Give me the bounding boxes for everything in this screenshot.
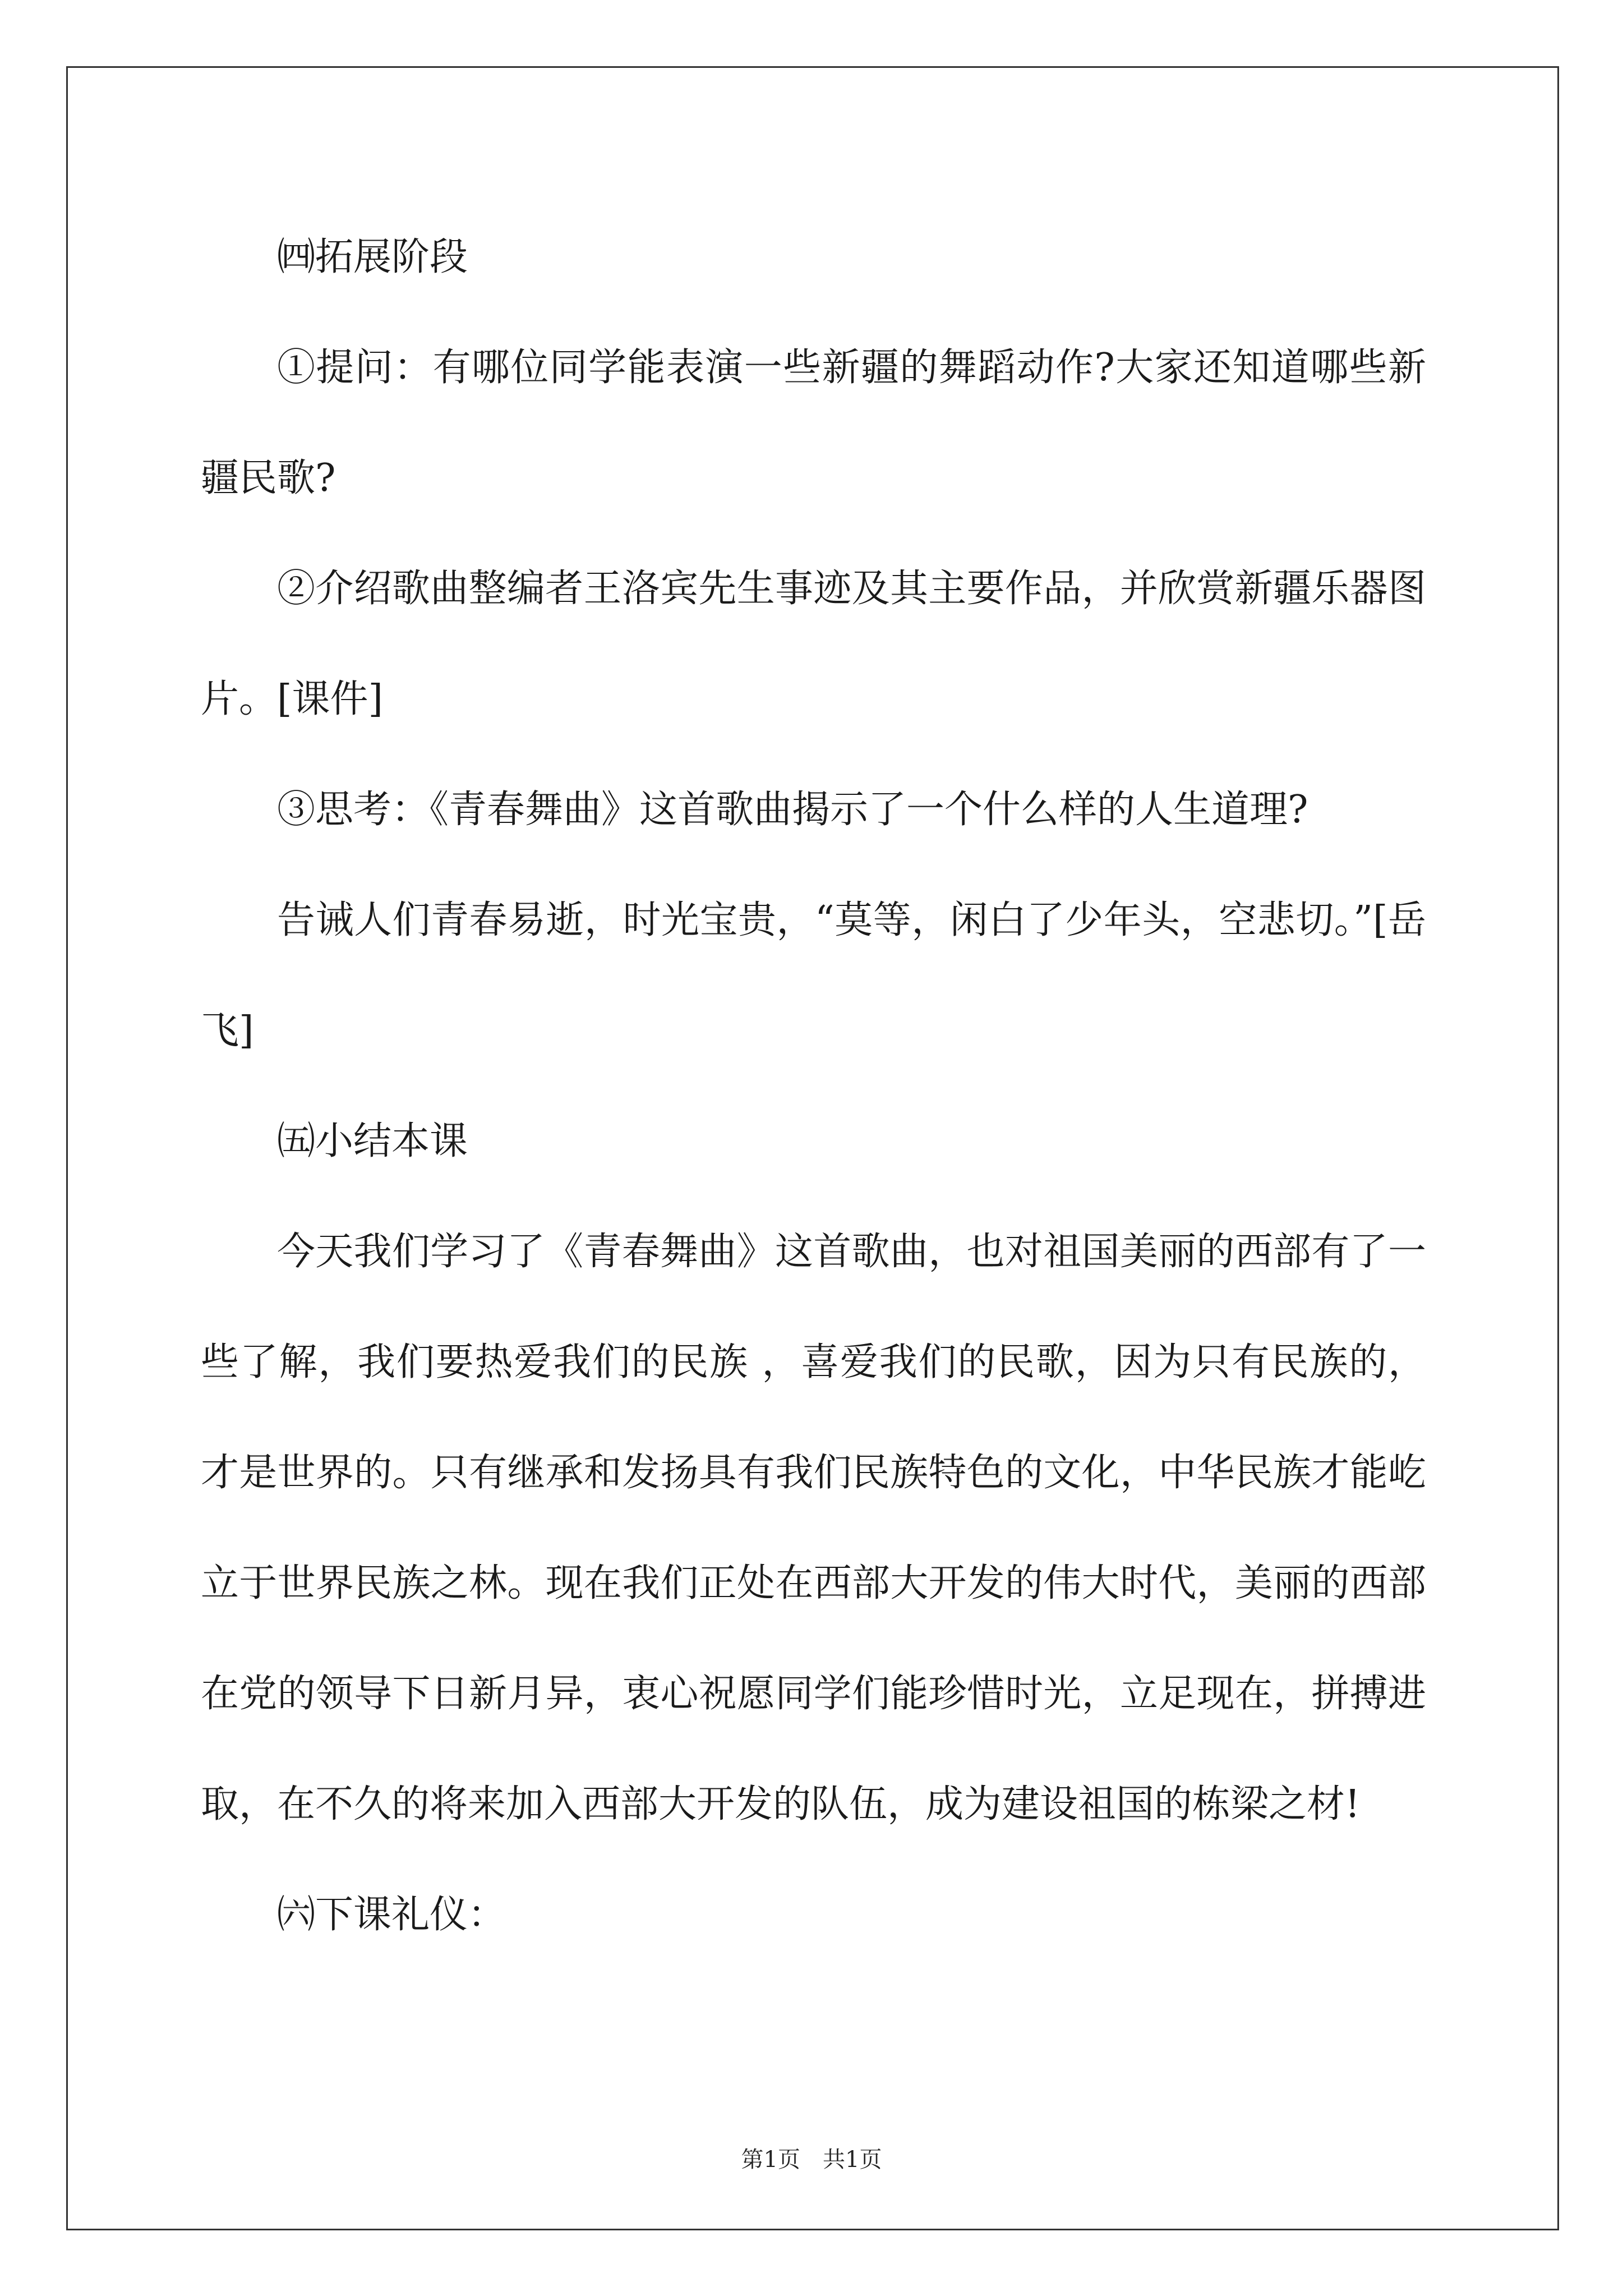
section-heading-summary: ㈤小结本课 [277, 1119, 468, 1163]
section-heading-expansion: ㈣拓展阶段 [277, 235, 468, 279]
paragraph-think: ③思考：《青春舞曲》这首歌曲揭示了一个什么样的人生道理? [277, 788, 1308, 832]
paragraph-warning: 告诫人们青春易逝，时光宝贵，“莫等，闲白了少年头，空悲切。”[岳飞] [201, 898, 1426, 1053]
paragraph-question: ①提问：有哪位同学能表演一些新疆的舞蹈动作?大家还知道哪些新疆民歌? [201, 346, 1426, 500]
paragraph-summary: 今天我们学习了《青春舞曲》这首歌曲，也对祖国美丽的西部有了一些了解，我们要热爱我们的民族 ，喜爱我们的民歌，因为只有民族的，才是世界的。只有继承和发扬具有我们民族特色的文化，中华民族才能屹立于世界民族之林。现在我们正处在西部大开发的伟大时代，美丽的西部在党的领导下日新月异，衷心祝愿同学们能珍惜时光，立足现在，拼搏进取，在不久的将来加入西部大开发的队伍，成为建设祖国的栋梁之材! [201, 1230, 1426, 1826]
page-number-footer: 第1页 共1页 [741, 2147, 882, 2173]
paragraph-introduce-composer: ②介绍歌曲整编者王洛宾先生事迹及其主要作品，并欣赏新疆乐器图片。[课件] [201, 567, 1426, 721]
document-body [201, 202, 1426, 1970]
section-heading-dismissal: ㈥下课礼仪： [277, 1893, 506, 1937]
